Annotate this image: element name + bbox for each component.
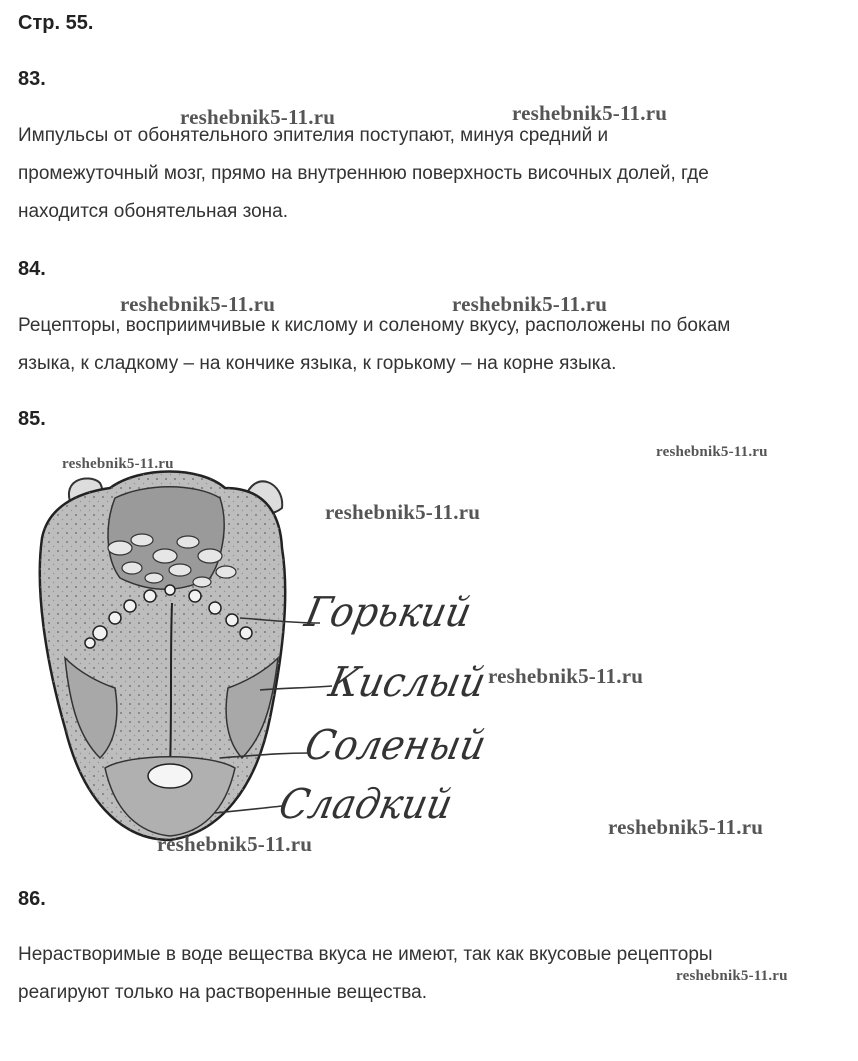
answer-83-line: Импульсы от обонятельного эпителия поступают, минуя средний и bbox=[18, 125, 609, 146]
watermark: reshebnik5-11.ru bbox=[120, 292, 276, 316]
answer-86-line: Нерастворимые в воде вещества вкуса не имеют, так как вкусовые рецепторы bbox=[18, 944, 713, 965]
taste-label-salty: Соленый bbox=[300, 721, 491, 769]
watermark: reshebnik5-11.ru bbox=[608, 815, 764, 839]
watermark: reshebnik5-11.ru bbox=[157, 832, 313, 856]
watermark: reshebnik5-11.ru bbox=[180, 105, 336, 129]
answer-83 bbox=[18, 117, 709, 231]
question-number-83: 83. bbox=[18, 68, 46, 90]
taste-label-sweet: Сладкий bbox=[274, 780, 457, 828]
watermark: reshebnik5-11.ru bbox=[325, 500, 481, 524]
watermark: reshebnik5-11.ru bbox=[656, 444, 768, 460]
watermark: reshebnik5-11.ru bbox=[488, 664, 644, 688]
answer-84-line: Рецепторы, восприимчивые к кислому и соленому вкусу, расположены по бокам bbox=[18, 315, 731, 336]
answer-84 bbox=[18, 307, 730, 383]
watermark: reshebnik5-11.ru bbox=[452, 292, 608, 316]
question-number-86: 86. bbox=[18, 888, 46, 910]
question-number-84: 84. bbox=[18, 258, 46, 280]
answer-83-line: промежуточный мозг, прямо на внутреннюю поверхность височных долей, где bbox=[18, 163, 709, 184]
watermark: reshebnik5-11.ru bbox=[512, 101, 668, 125]
taste-label-sour: Кислый bbox=[324, 658, 490, 706]
answer-86 bbox=[18, 936, 713, 1012]
answer-84-line: языка, к сладкому – на кончике языка, к горькому – на корне языка. bbox=[18, 353, 617, 374]
watermark: reshebnik5-11.ru bbox=[676, 968, 788, 984]
watermark: reshebnik5-11.ru bbox=[62, 456, 174, 472]
question-number-85: 85. bbox=[18, 408, 46, 430]
answer-86-line: реагируют только на растворенные вещества. bbox=[18, 982, 428, 1003]
taste-label-bitter: Горький bbox=[300, 588, 476, 636]
answer-83-line: находится обонятельная зона. bbox=[18, 201, 288, 222]
page-label: Стр. 55. bbox=[18, 12, 94, 34]
